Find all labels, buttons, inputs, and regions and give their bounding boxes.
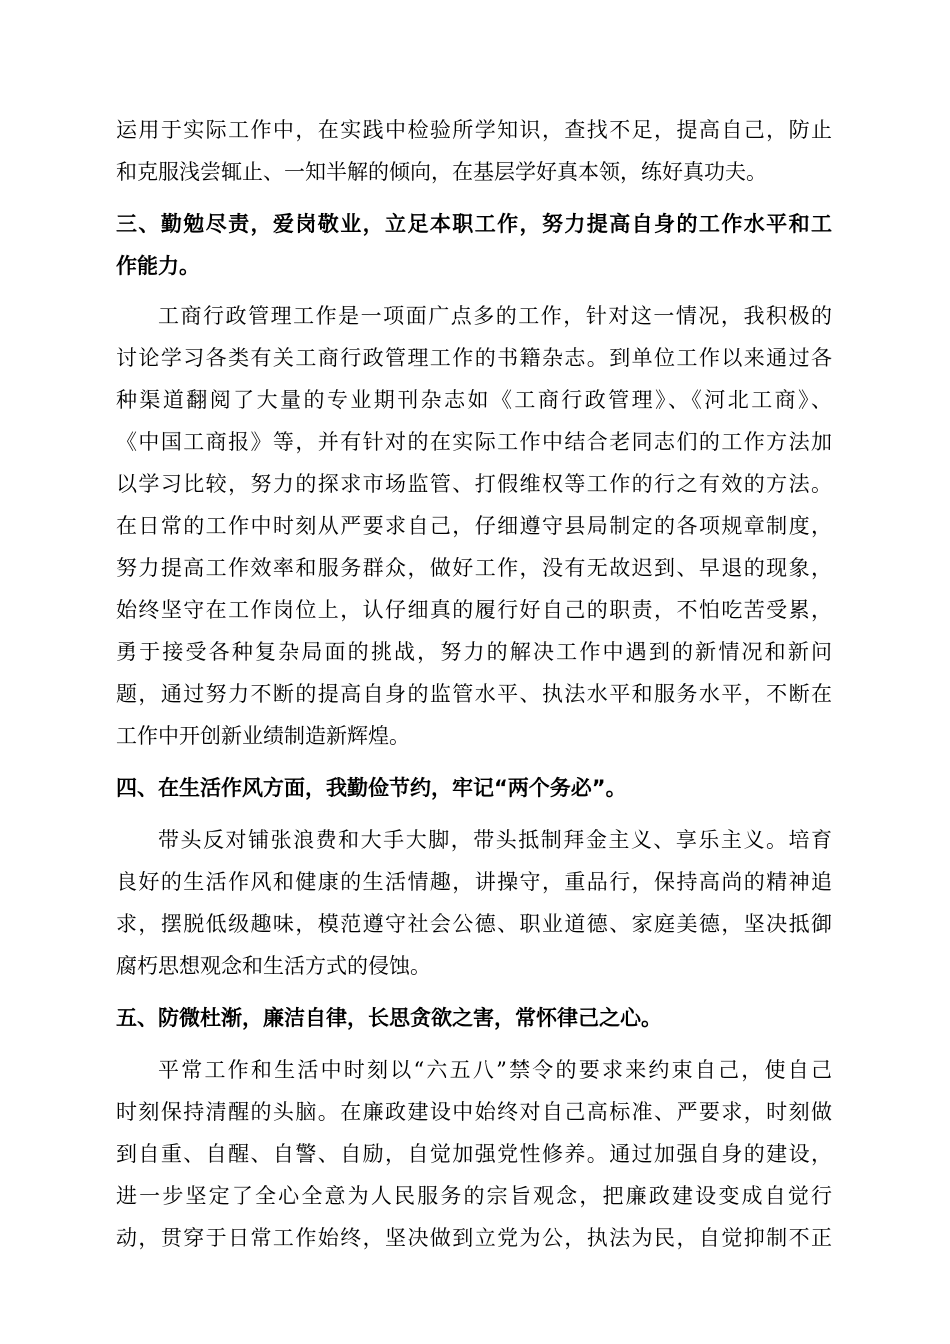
section-heading: 五、防微杜渐，廉洁自律，长思贪欲之害，常怀律己之心。 xyxy=(116,1006,662,1030)
paragraph-line: 勇于接受各种复杂局面的挑战，努力的解决工作中遇到的新情况和新问 xyxy=(116,640,832,664)
paragraph-line: 努力提高工作效率和服务群众，做好工作，没有无故迟到、早退的现象， xyxy=(116,556,832,580)
paragraph-line: 到自重、自醒、自警、自励，自觉加强党性修养。通过加强自身的建设， xyxy=(116,1142,832,1166)
paragraph-line: 动，贯穿于日常工作始终，坚决做到立党为公，执法为民，自觉抑制不正 xyxy=(116,1226,832,1250)
paragraph-line: 种渠道翻阅了大量的专业期刊杂志如《工商行政管理》、《河北工商》、 xyxy=(116,388,832,412)
paragraph-line: 《中国工商报》等，并有针对的在实际工作中结合老同志们的工作方法加 xyxy=(116,430,832,454)
paragraph-line: 始终坚守在工作岗位上，认仔细真的履行好自己的职责，不怕吃苦受累， xyxy=(116,598,832,622)
paragraph-line: 和克服浅尝辄止、一知半解的倾向，在基层学好真本领，练好真功夫。 xyxy=(116,160,767,184)
paragraph-line: 腐朽思想观念和生活方式的侵蚀。 xyxy=(116,954,431,978)
paragraph-line: 题，通过努力不断的提高自身的监管水平、执法水平和服务水平，不断在 xyxy=(116,682,832,706)
paragraph-line: 以学习比较，努力的探求市场监管、打假维权等工作的行之有效的方法。 xyxy=(116,472,832,496)
paragraph-line: 良好的生活作风和健康的生活情趣，讲操守，重品行，保持高尚的精神追 xyxy=(116,870,832,894)
paragraph-line: 运用于实际工作中，在实践中检验所学知识，查找不足，提高自己，防止 xyxy=(116,118,832,142)
section-heading: 四、在生活作风方面，我勤俭节约，牢记“两个务必”。 xyxy=(116,776,627,800)
paragraph-line: 工商行政管理工作是一项面广点多的工作，针对这一情况，我积极的 xyxy=(158,304,832,328)
paragraph-line: 带头反对铺张浪费和大手大脚，带头抵制拜金主义、享乐主义。培育 xyxy=(158,828,832,852)
paragraph-line: 工作中开创新业绩制造新辉煌。 xyxy=(116,724,410,748)
paragraph-line: 时刻保持清醒的头脑。在廉政建设中始终对自己高标准、严要求，时刻做 xyxy=(116,1100,832,1124)
section-heading: 三、勤勉尽责，爱岗敬业，立足本职工作，努力提高自身的工作水平和工 xyxy=(116,212,832,236)
paragraph-line: 平常工作和生活中时刻以“六五八”禁令的要求来约束自己，使自己 xyxy=(158,1058,832,1082)
paragraph-line: 进一步坚定了全心全意为人民服务的宗旨观念，把廉政建设变成自觉行 xyxy=(116,1184,832,1208)
paragraph-line: 在日常的工作中时刻从严要求自己，仔细遵守县局制定的各项规章制度， xyxy=(116,514,832,538)
paragraph-line: 求，摆脱低级趣味，模范遵守社会公德、职业道德、家庭美德，坚决抵御 xyxy=(116,912,832,936)
section-heading: 作能力。 xyxy=(116,254,200,278)
paragraph-line: 讨论学习各类有关工商行政管理工作的书籍杂志。到单位工作以来通过各 xyxy=(116,346,832,370)
